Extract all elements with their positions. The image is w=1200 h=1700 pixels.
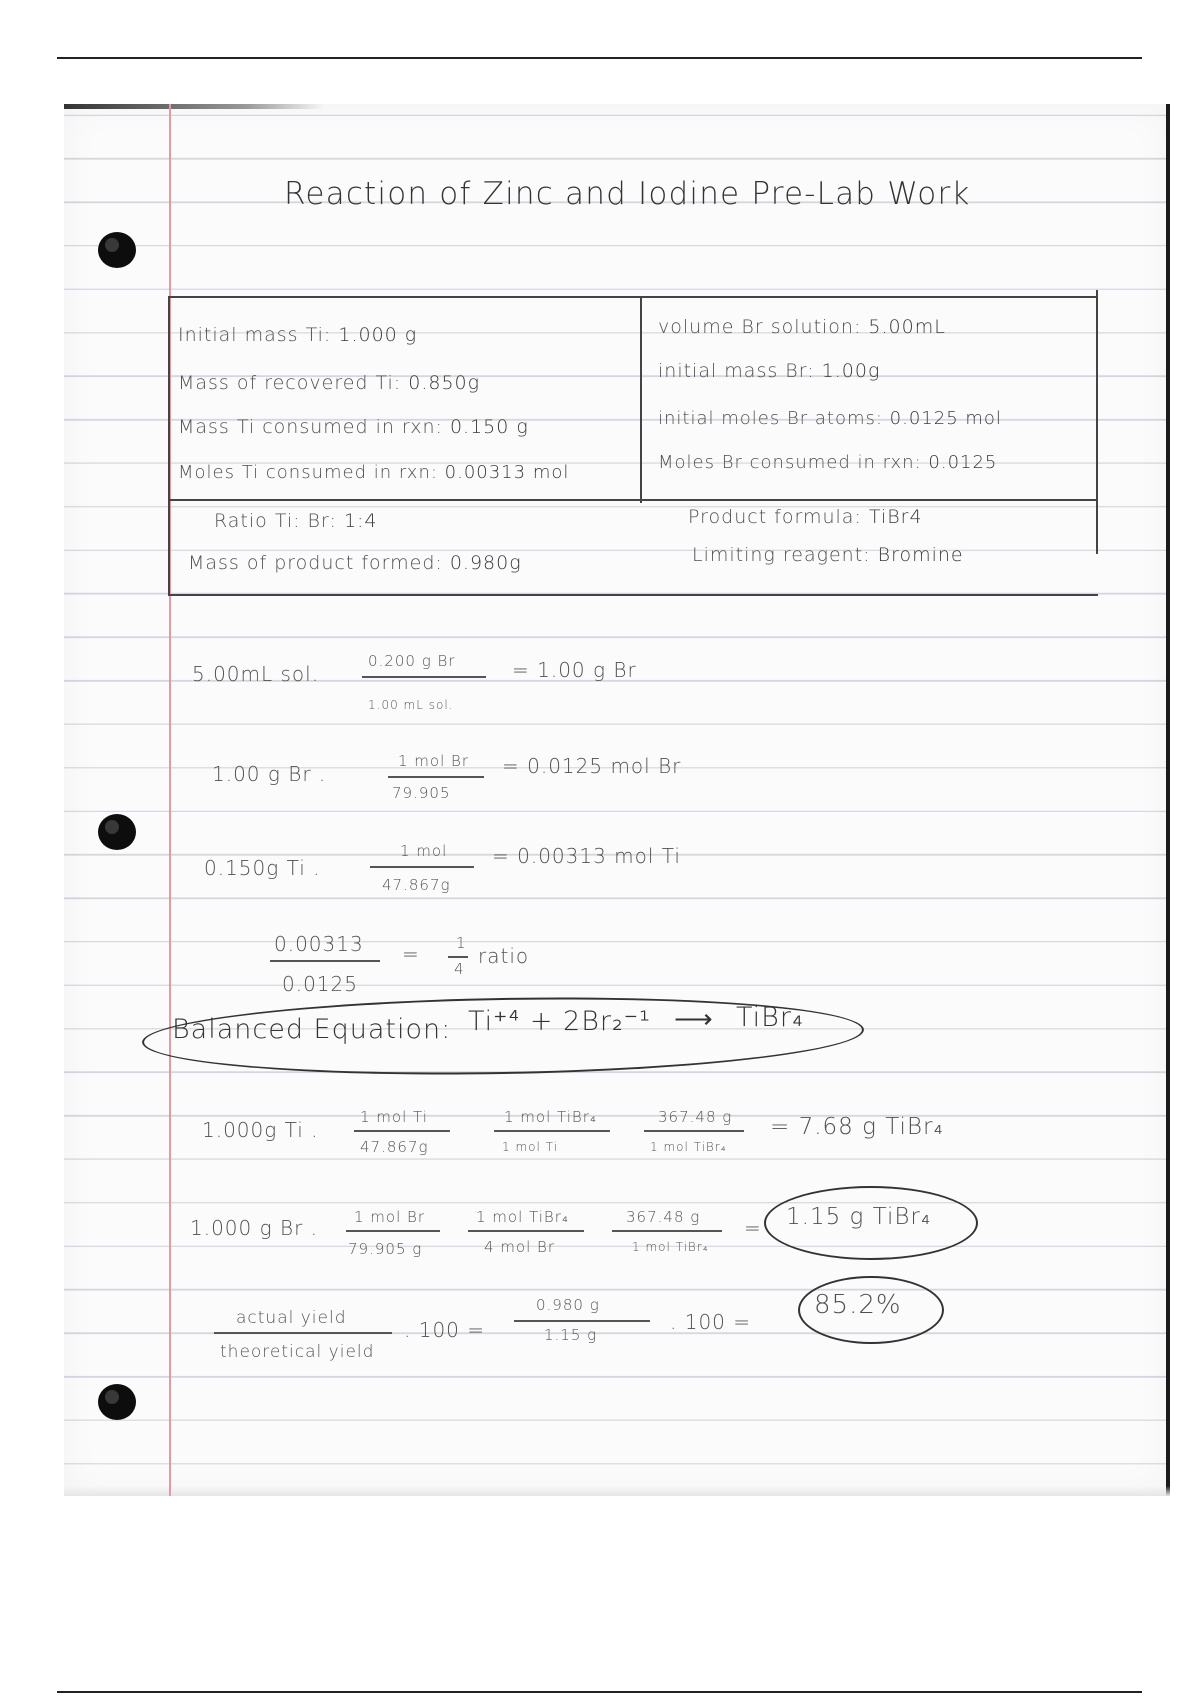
cell-value: 5.00mL: [868, 316, 946, 338]
calc1-result: = 1.00 g Br: [512, 658, 637, 682]
cell-value: 1:4: [343, 510, 378, 532]
cell-label: Moles Br consumed in rxn:: [658, 452, 922, 473]
ratio-calc-numerator: 0.00313: [274, 932, 364, 956]
calc2-denominator: 79.905: [392, 784, 451, 802]
cell-label: Mass Ti consumed in rxn:: [178, 416, 443, 438]
sheet-right-edge: [1166, 104, 1170, 1496]
table-divider-vertical: [640, 298, 642, 503]
cell-value: 0.0125 mol: [889, 408, 1002, 429]
balanced-equation-reactants: Ti⁺⁴ + 2Br₂⁻¹: [468, 1006, 651, 1037]
sheet-top-shadow: [64, 104, 324, 109]
cell-value: 1.00g: [821, 360, 881, 382]
punch-hole-top: [98, 232, 136, 268]
cell-label: Moles Ti consumed in rxn:: [178, 462, 438, 483]
calc5-f1-fraction-bar: [346, 1230, 440, 1232]
calc3-lhs: 0.150g Ti .: [204, 856, 321, 880]
cell-moles-ti-consumed: [178, 462, 569, 483]
calc4-f3-fraction-bar: [644, 1130, 744, 1132]
cell-label: Initial mass Ti:: [178, 324, 332, 346]
calc5-f2-fraction-bar: [468, 1230, 584, 1232]
cell-volume-br-solution: [658, 316, 946, 338]
yield-denominator: theoretical yield: [220, 1342, 375, 1362]
calc2-lhs: 1.00 g Br .: [212, 762, 327, 786]
cell-label: Product formula:: [688, 506, 862, 528]
calc5-f3-numerator: 367.48 g: [626, 1208, 701, 1226]
calc5-f1-denominator: 79.905 g: [348, 1240, 423, 1258]
yield-result: 85.2%: [814, 1290, 902, 1320]
ratio-calc-r-numerator: 1: [456, 934, 467, 952]
calc2-result: = 0.0125 mol Br: [502, 754, 682, 778]
calc5-f3-fraction-bar: [612, 1230, 722, 1232]
calc5-equals: =: [744, 1216, 762, 1240]
table-divider-horizontal: [168, 499, 1098, 501]
ratio-calc-label: ratio: [478, 944, 530, 968]
ratio-calc-equals: =: [402, 942, 420, 966]
table-border-bottom: [168, 594, 1098, 596]
cell-initial-moles-br: [658, 408, 1002, 429]
cell-value: 0.980g: [449, 552, 522, 574]
cell-mass-recovered-ti: [178, 372, 480, 394]
calc2-fraction-bar: [388, 776, 484, 778]
cell-label: Mass of recovered Ti:: [178, 372, 402, 394]
calc5-lhs: 1.000 g Br .: [190, 1216, 319, 1240]
notebook-sheet: [64, 104, 1170, 1496]
calc5-f2-numerator: 1 mol TiBr₄: [476, 1208, 569, 1226]
cell-label: initial moles Br atoms:: [658, 408, 883, 429]
calc4-f3-numerator: 367.48 g: [658, 1108, 733, 1126]
calc4-f2-denominator: 1 mol Ti: [502, 1140, 558, 1154]
cell-initial-mass-ti: [178, 324, 417, 346]
table-border-right: [1096, 290, 1098, 554]
ratio-calc-r-fraction-bar: [448, 956, 468, 958]
cell-value: Bromine: [877, 544, 964, 566]
yield-numerator: actual yield: [236, 1308, 347, 1328]
yield-times-100-2: . 100 =: [670, 1310, 752, 1334]
calc4-f2-numerator: 1 mol TiBr₄: [504, 1108, 597, 1126]
calc4-f3-denominator: 1 mol TiBr₄: [650, 1140, 727, 1154]
calc4-f1-numerator: 1 mol Ti: [360, 1108, 428, 1126]
calc5-result: 1.15 g TiBr₄: [786, 1204, 932, 1230]
ratio-calc-fraction-bar: [270, 960, 380, 962]
cell-value: 0.00313 mol: [444, 462, 570, 483]
cell-value: 0.850g: [408, 372, 481, 394]
calc3-denominator: 47.867g: [382, 876, 451, 894]
punch-hole-middle: [98, 814, 136, 850]
calc3-fraction-bar: [370, 866, 474, 868]
yield-value-fraction-bar: [514, 1320, 650, 1322]
calc3-result: = 0.00313 mol Ti: [492, 844, 681, 868]
calc4-f2-fraction-bar: [494, 1130, 610, 1132]
calc1-denominator: 1.00 mL sol.: [368, 698, 454, 712]
ratio-calc-r-denominator: 4: [454, 960, 465, 978]
cell-value: 0.0125: [928, 452, 998, 473]
bottom-rule: [57, 1691, 1142, 1693]
table-border-top: [168, 296, 1098, 298]
cell-initial-mass-br: [658, 360, 880, 382]
punch-hole-bottom: [98, 1384, 136, 1420]
calc1-fraction-bar: [362, 676, 486, 678]
top-rule: [57, 57, 1142, 59]
cell-value: TiBr4: [868, 506, 923, 528]
cell-product-formula: [688, 506, 923, 528]
cell-label: volume Br solution:: [658, 316, 862, 338]
cell-ratio: [214, 510, 378, 532]
calc5-f3-denominator: 1 mol TiBr₄: [632, 1240, 709, 1254]
calc5-f1-numerator: 1 mol Br: [354, 1208, 426, 1226]
cell-label: Limiting reagent:: [692, 544, 871, 566]
yield-times-100: . 100 =: [404, 1318, 486, 1342]
yield-value-denominator: 1.15 g: [544, 1326, 598, 1344]
ratio-calc-denominator: 0.0125: [282, 972, 358, 996]
summary-table: [168, 296, 1098, 596]
calc5-f2-denominator: 4 mol Br: [484, 1238, 556, 1256]
calc1-numerator: 0.200 g Br: [368, 652, 456, 670]
calc3-numerator: 1 mol: [400, 842, 448, 860]
cell-label: Ratio Ti: Br:: [214, 510, 337, 532]
balanced-equation-arrow: ⟶: [674, 1004, 714, 1035]
sheet-bottom-shade: [64, 1486, 1170, 1496]
cell-value: 1.000 g: [338, 324, 418, 346]
cell-label: initial mass Br:: [658, 360, 815, 382]
cell-mass-ti-consumed: [178, 416, 529, 438]
calc4-result: = 7.68 g TiBr₄: [770, 1114, 944, 1140]
calc4-lhs: 1.000g Ti .: [202, 1118, 319, 1142]
balanced-equation-label: Balanced Equation:: [172, 1014, 452, 1045]
calc2-numerator: 1 mol Br: [398, 752, 470, 770]
calc4-f1-fraction-bar: [354, 1130, 450, 1132]
cell-value: 0.150 g: [449, 416, 529, 438]
yield-value-numerator: 0.980 g: [536, 1296, 600, 1314]
cell-label: Mass of product formed:: [188, 552, 443, 574]
cell-moles-br-consumed: [658, 452, 997, 473]
calc4-f1-denominator: 47.867g: [360, 1138, 429, 1156]
cell-limiting-reagent: [692, 544, 964, 566]
yield-fraction-bar: [214, 1332, 392, 1334]
calc1-lhs: 5.00mL sol.: [192, 662, 320, 686]
page-title: Reaction of Zinc and Iodine Pre-Lab Work: [284, 176, 971, 212]
cell-mass-product: [188, 552, 522, 574]
table-border-left: [168, 296, 170, 596]
balanced-equation-product: TiBr₄: [736, 1002, 804, 1033]
